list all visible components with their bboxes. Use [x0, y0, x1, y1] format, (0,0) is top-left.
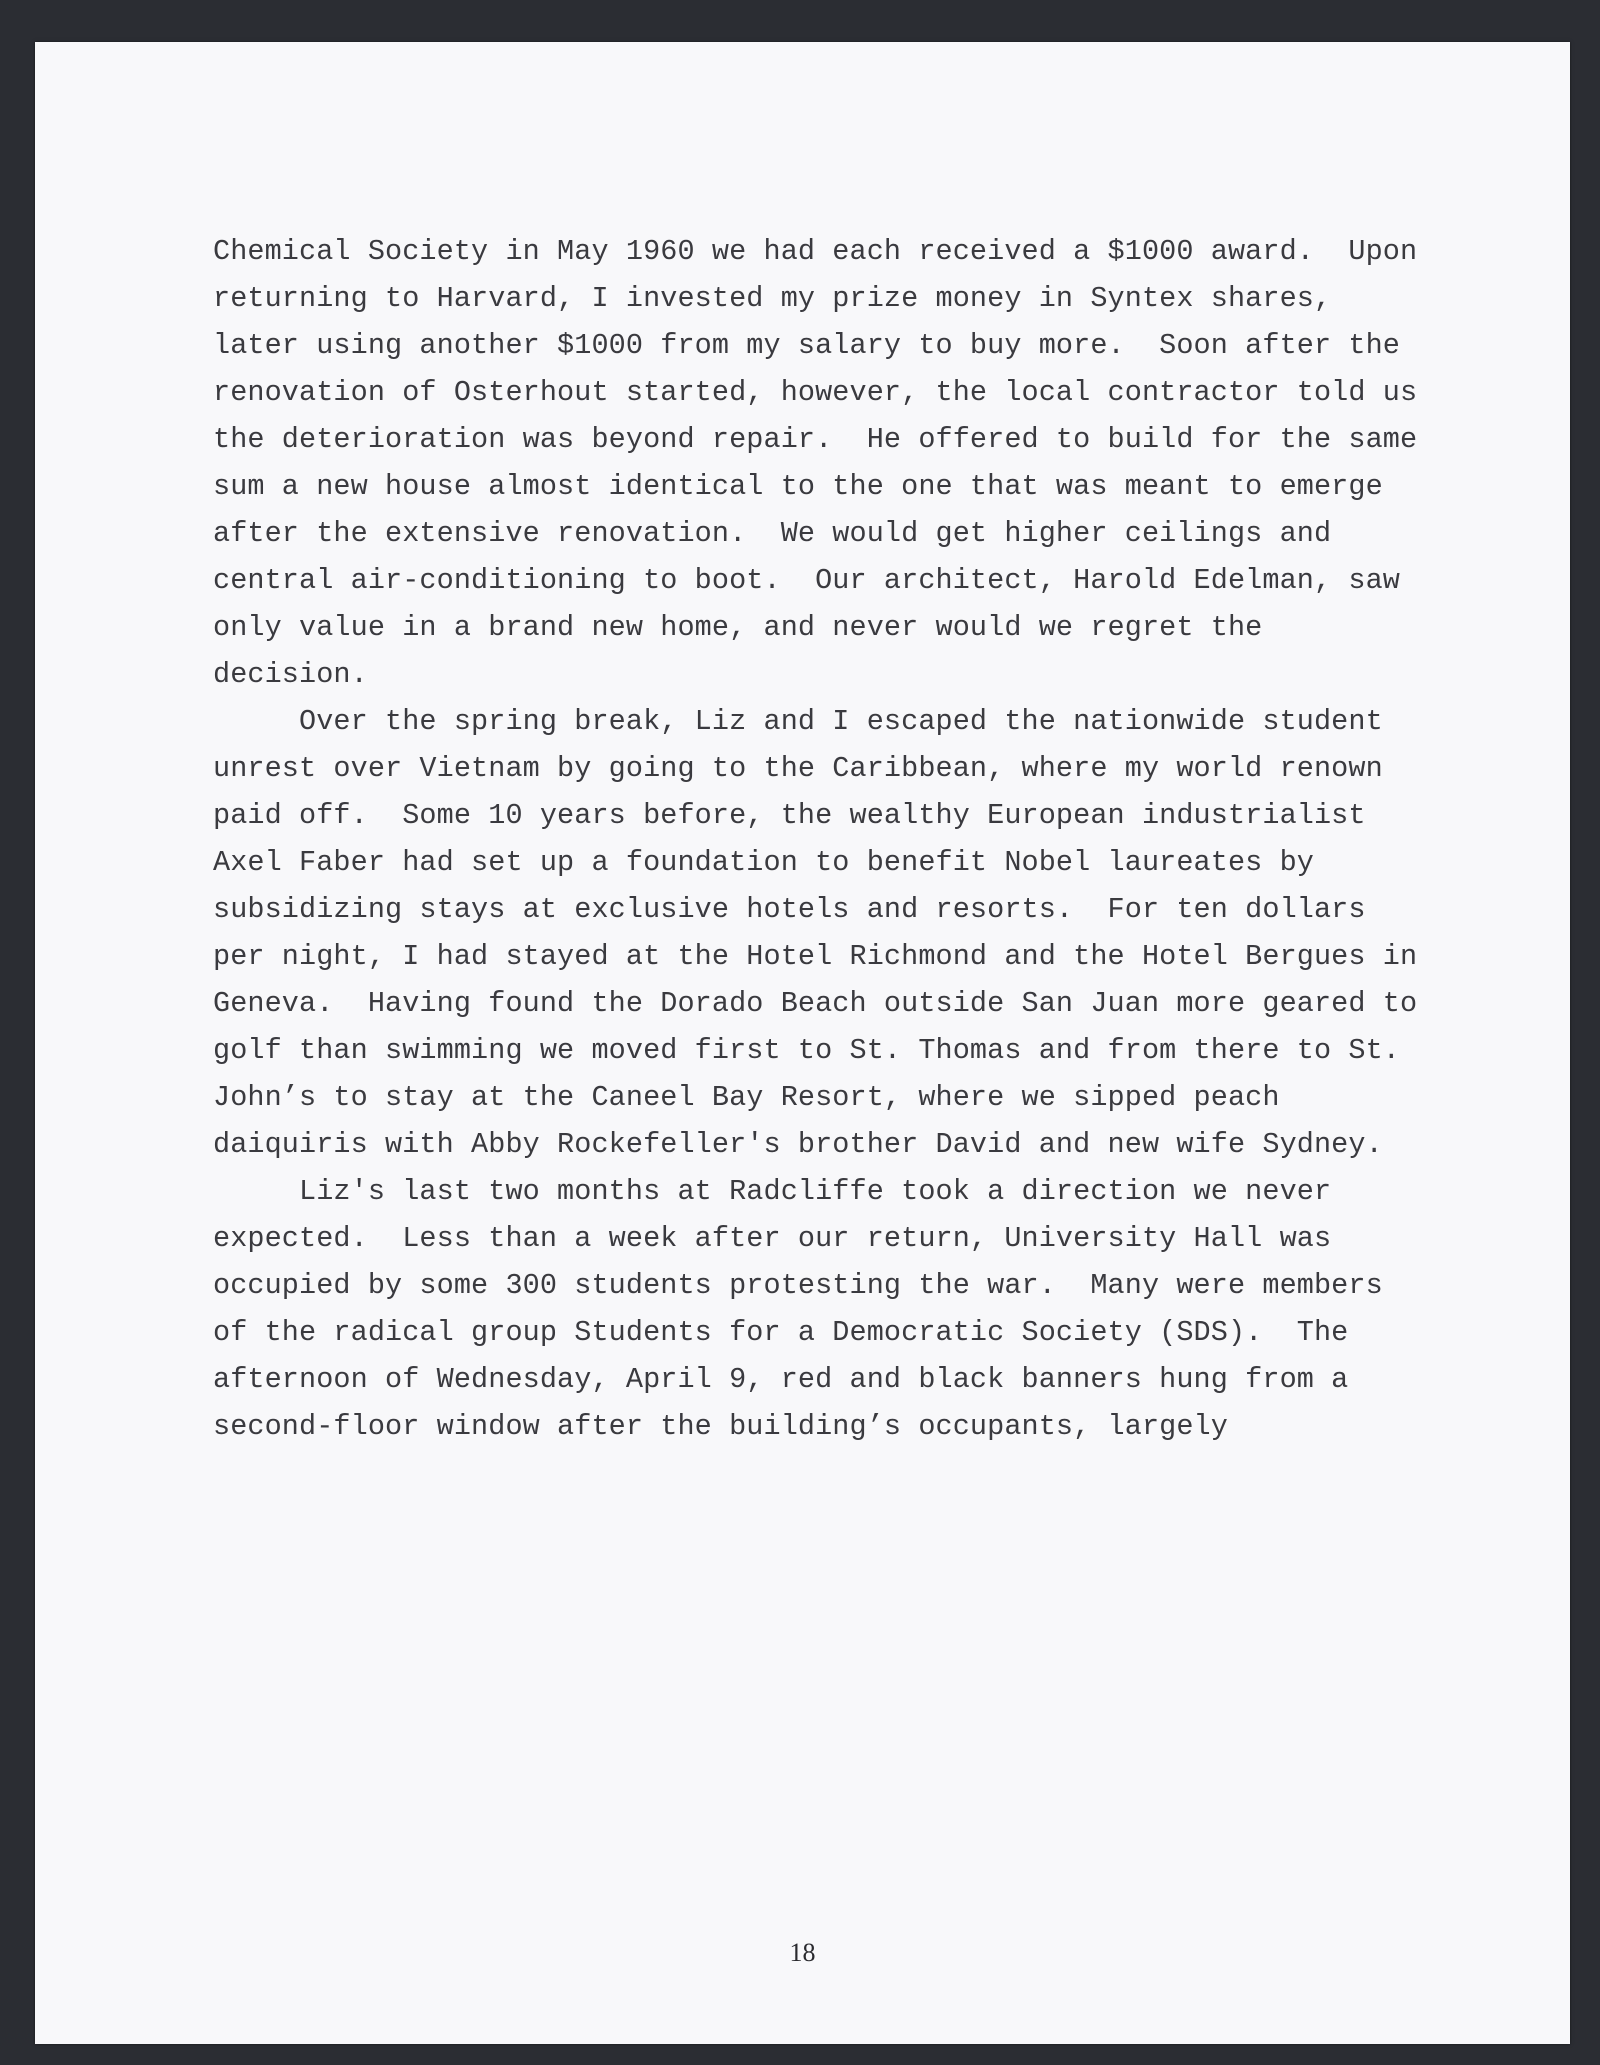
- text-line: John’s to stay at the Caneel Bay Resort, where we sipped peach: [213, 1081, 1280, 1114]
- text-line: of the radical group Students for a Democratic Society (SDS). The: [213, 1316, 1349, 1349]
- text-line: unrest over Vietnam by going to the Caribbean, where my world renown: [213, 752, 1383, 785]
- text-line: subsidizing stays at exclusive hotels and resorts. For ten dollars: [213, 893, 1366, 926]
- text-line: returning to Harvard, I invested my prize money in Syntex shares,: [213, 282, 1332, 315]
- text-line: central air-conditioning to boot. Our architect, Harold Edelman, saw: [213, 564, 1400, 597]
- text-line: per night, I had stayed at the Hotel Richmond and the Hotel Bergues in: [213, 940, 1418, 973]
- text-line: expected. Less than a week after our return, University Hall was: [213, 1222, 1332, 1255]
- text-line: paid off. Some 10 years before, the wealthy European industrialist: [213, 799, 1366, 832]
- text-line: decision.: [213, 658, 368, 691]
- text-line: Axel Faber had set up a foundation to benefit Nobel laureates by: [213, 846, 1314, 879]
- text-line: after the extensive renovation. We would get higher ceilings and: [213, 517, 1332, 550]
- text-line: occupied by some 300 students protesting the war. Many were members: [213, 1269, 1383, 1302]
- text-line: only value in a brand new home, and never would we regret the: [213, 611, 1263, 644]
- text-line: Liz's last two months at Radcliffe took a direction we never: [213, 1175, 1332, 1208]
- text-line: later using another $1000 from my salary to buy more. Soon after the: [213, 329, 1400, 362]
- text-line: the deterioration was beyond repair. He offered to build for the same: [213, 423, 1418, 456]
- text-line: renovation of Osterhout started, however, the local contractor told us: [213, 376, 1418, 409]
- text-line: afternoon of Wednesday, April 9, red and black banners hung from a: [213, 1363, 1349, 1396]
- document-page: [35, 42, 1570, 2044]
- text-line: sum a new house almost identical to the one that was meant to emerge: [213, 470, 1383, 503]
- text-line: second-floor window after the building’s occupants, largely: [213, 1410, 1228, 1443]
- page-number: 18: [789, 1938, 816, 1967]
- text-line: daiquiris with Abby Rockefeller's brother David and new wife Sydney.: [213, 1128, 1383, 1161]
- text-line: Over the spring break, Liz and I escaped the nationwide student: [213, 705, 1383, 738]
- text-line: Chemical Society in May 1960 we had each received a $1000 award. Upon: [213, 235, 1418, 268]
- text-line: Geneva. Having found the Dorado Beach outside San Juan more geared to: [213, 987, 1418, 1020]
- text-line: golf than swimming we moved first to St. Thomas and from there to St.: [213, 1034, 1400, 1067]
